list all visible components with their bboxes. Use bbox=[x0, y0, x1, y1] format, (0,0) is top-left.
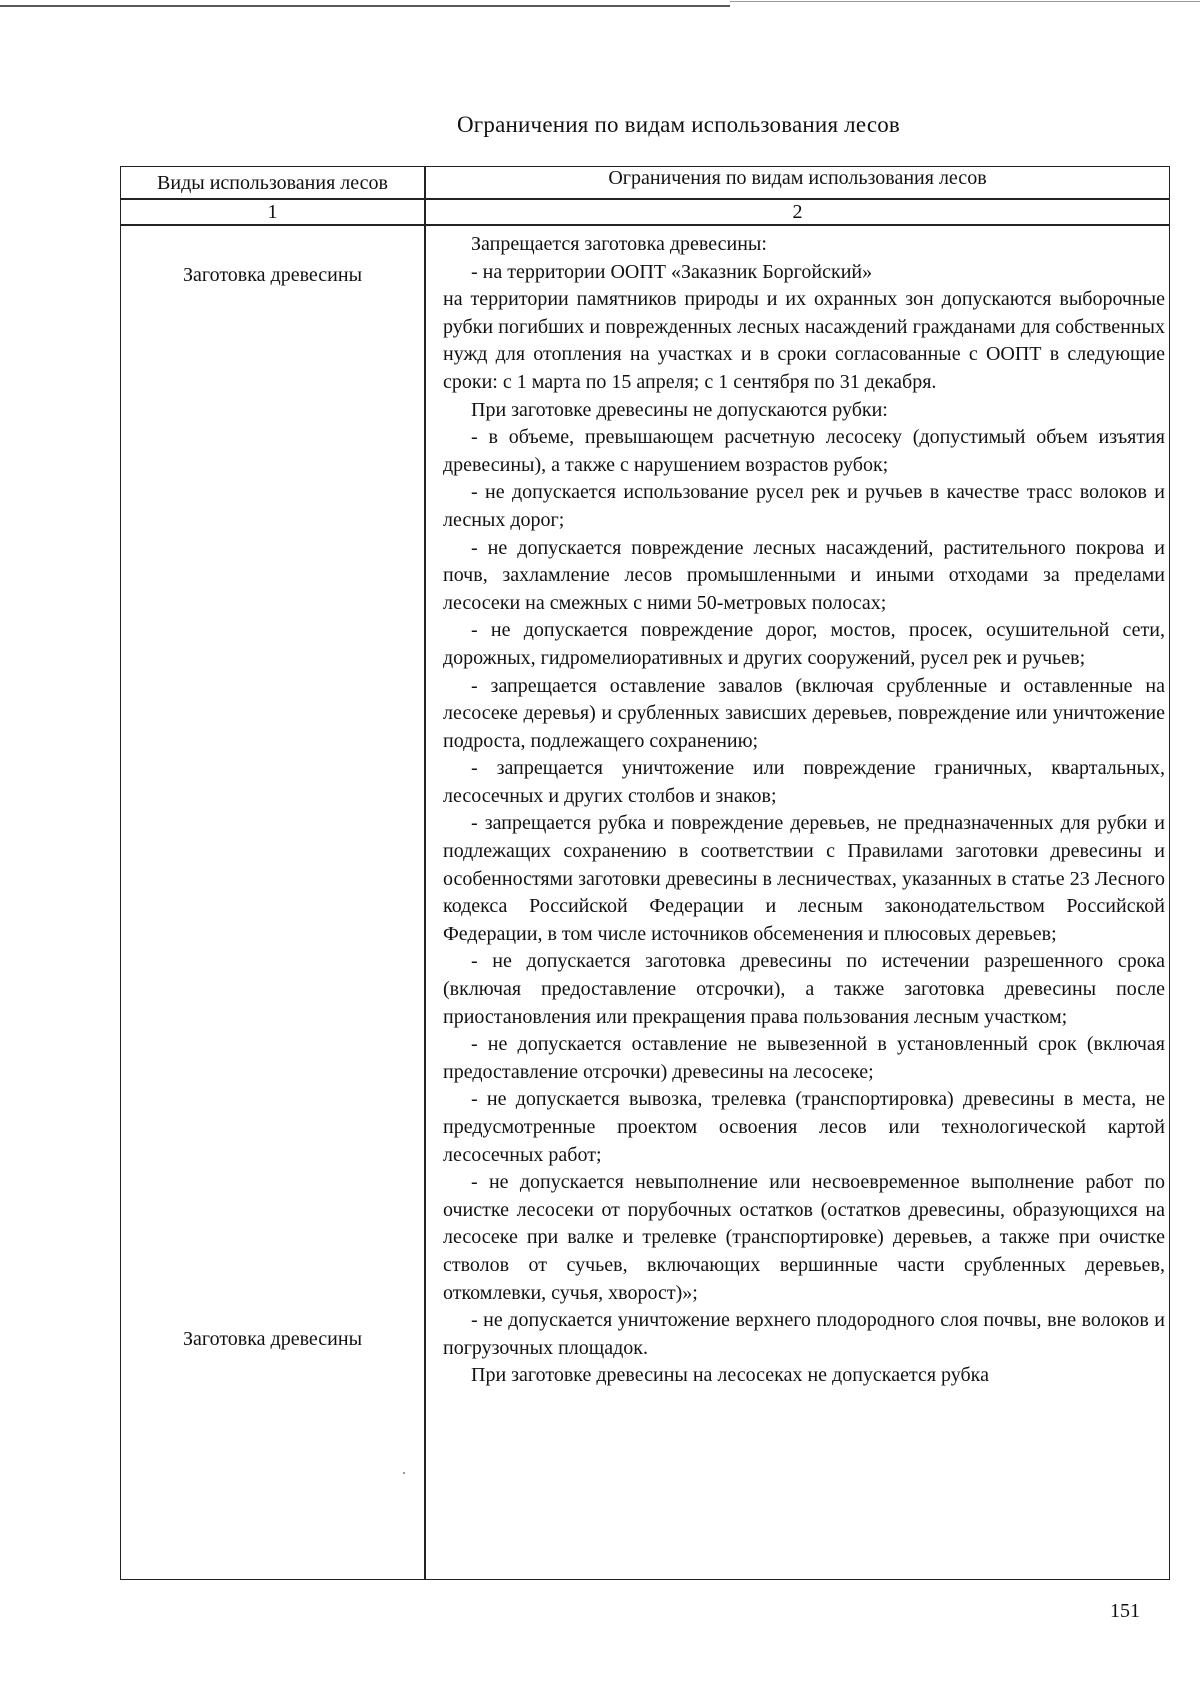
restriction-paragraph: При заготовке древесины на лесосеках не допускается рубка bbox=[471, 1364, 989, 1387]
kind-label-top: Заготовка древесины bbox=[182, 264, 363, 286]
column-header-kinds: Виды использования лесов bbox=[157, 172, 388, 194]
restriction-paragraph: При заготовке древесины не допускаются рубки: bbox=[471, 398, 888, 421]
column-number-1: 1 bbox=[267, 201, 278, 223]
restrictions-text bbox=[443, 231, 1165, 1390]
restriction-paragraph: - не допускается уничтожение верхнего плодородного слоя почвы, вне волоков и погрузочных площадок. bbox=[443, 1309, 1165, 1359]
restriction-paragraph: - не допускается повреждение дорог, мостов, просек, осушительной сети, дорожных, гидромелиоративных и других сооружений, русел рек и ручьев; bbox=[443, 619, 1165, 669]
restriction-paragraph: - не допускается использование русел рек и ручьев в качестве трасс волоков и лесных дорог; bbox=[443, 481, 1165, 531]
scan-edge-line bbox=[730, 1, 1200, 2]
restriction-paragraph: - не допускается повреждение лесных насаждений, растительного покрова и почв, захламление лесов промышленными и иными отходами за пределами лесосеки на смежных с ними 50-метровых полосах; bbox=[443, 536, 1165, 614]
restriction-paragraph: - в объеме, превышающем расчетную лесосеку (допустимый объем изъятия древесины), а также с нарушением возрастов рубок; bbox=[443, 426, 1165, 476]
kind-label-bottom: Заготовка древесины bbox=[182, 1328, 363, 1350]
restriction-paragraph: - запрещается уничтожение или повреждение граничных, квартальных, лесосечных и других столбов и знаков; bbox=[443, 757, 1165, 807]
column-divider bbox=[424, 167, 426, 1579]
scan-edge-line bbox=[0, 5, 730, 7]
restriction-paragraph: Запрещается заготовка древесины: bbox=[471, 233, 767, 255]
restriction-paragraph: на территории памятников природы и их охранных зон допускаются выборочные рубки погибших и поврежденных лесных насаждений гражданами для собственных нужд для отопления на участках и в сроки согласованные с ООПТ в следующие сроки: с 1 марта по 15 апреля; с 1 сентября по 31 декабря. bbox=[443, 288, 1165, 393]
column-header-restrictions: Ограничения по видам использования лесов bbox=[608, 167, 987, 189]
restriction-paragraph: - не допускается вывозка, трелевка (транспортировка) древесины в места, не предусмотренные проектом освоения лесов или технологической картой лесосечных работ; bbox=[443, 1088, 1165, 1166]
restriction-paragraph: - не допускается заготовка древесины по истечении разрешенного срока (включая предоставление отсрочки), а также заготовка древесины после приостановления или прекращения права пользования лесным участком; bbox=[443, 950, 1165, 1028]
scan-speck bbox=[403, 1472, 405, 1474]
restriction-paragraph: - запрещается оставление завалов (включая срубленные и оставленные на лесосеке деревья) и срубленных зависших деревьев, повреждение или уничтожение подроста, подлежащего сохранению; bbox=[443, 674, 1165, 752]
number-row-divider bbox=[121, 224, 1169, 226]
restriction-paragraph: - не допускается оставление не вывезенной в установленный срок (включая предоставление отсрочки) древесины на лесосеке; bbox=[443, 1033, 1165, 1083]
column-number-2: 2 bbox=[792, 201, 803, 223]
page-title: Ограничения по видам использования лесов bbox=[456, 112, 900, 137]
page-number: 151 bbox=[1110, 1600, 1140, 1622]
header-divider bbox=[121, 198, 1169, 200]
restrictions-table bbox=[120, 166, 1170, 1580]
restriction-paragraph: - на территории ООПТ «Заказник Боргойский» bbox=[471, 260, 873, 283]
restriction-paragraph: - не допускается невыполнение или несвоевременное выполнение работ по очистке лесосеки от порубочных остатков (остатков древесины, образующихся на лесосеке при валке и трелевке (транспортировке) деревьев, а также при очистке стволов от сучьев, включающих вершинные части срубленных деревьев, откомлевки, сучья, хворост)»; bbox=[443, 1171, 1165, 1304]
restriction-paragraph: - запрещается рубка и повреждение деревьев, не предназначенных для рубки и подлежащих сохранению в соответствии с Правилами заготовки древесины и особенностями заготовки древесины в лесничествах, указанных в статье 23 Лесного кодекса Российской Федерации и лесным законодательством Российской Федерации, в том числе источников обсеменения и плюсовых деревьев; bbox=[443, 812, 1165, 945]
